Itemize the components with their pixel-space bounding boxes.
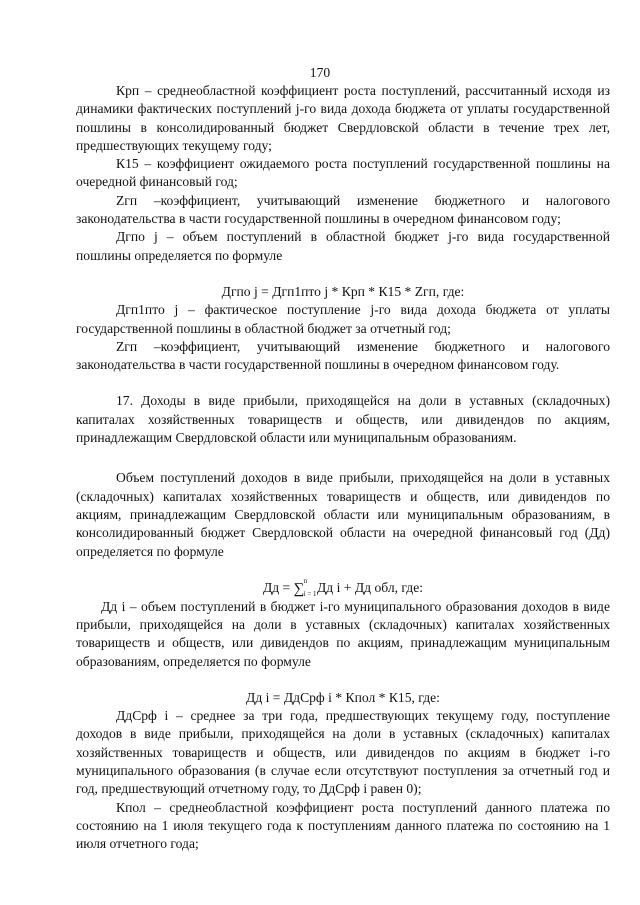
formula-dd — [76, 576, 610, 598]
paragraph-krp-definition: Крп – среднеобластной коэффициент роста поступлений, рассчитанный исходя из динамики фактических поступлений j-го вида дохода бюджета от уплаты государственной пошлины в консолидированный бюджет Свердловской области в течение трех лет, предшествующих текущему году; — [76, 83, 610, 153]
paragraph-zgp-definition: Zгп –коэффициент, учитывающий изменение бюджетного и налогового законодательства в части государственной пошлины в очередном финансовом году; — [76, 192, 610, 227]
sigma-glyph: ∑ — [293, 580, 305, 597]
summation-symbol — [293, 576, 317, 598]
paragraph-ddsrf-definition: ДдСрф i – среднее за три года, предшествующих текущему году, поступление доходов в виде прибыли, приходящейся на доли в уставных (складочных) капиталах хозяйственных товариществ и обществ, или дивидендов по акциям в бюджет i-го муниципального образования (в случае если отсутствуют поступления за отчетный год и год, предшествующий отчетному году, то ДдСрф i равен 0); — [76, 708, 610, 797]
formula-dgpo: Дгпо j = Дгп1пто j * Крп * К15 * Zгп, где: — [221, 283, 465, 299]
sum-upper-limit: n — [303, 576, 308, 585]
formula-dd-left: Дд = — [262, 579, 291, 595]
formula-dd-i: Дд i = ДдСрф i * Кпол * К15, где: — [246, 689, 440, 705]
sum-lower-limit: i = 1 — [303, 589, 317, 598]
formula-dd-right: Дд i + Дд обл, где: — [317, 579, 424, 595]
paragraph-dd-volume: Объем поступлений доходов в виде прибыли, приходящейся на доли в уставных (складочных) капиталах хозяйственных товариществ и обществ, или дивидендов по акциям, принадлежащим Свердловской области или муниципальным образованиям, в консолидированный бюджет Свердловской области на очередной финансовый год (Дд) определяется по формуле — [76, 470, 610, 559]
paragraph-kpol-definition: Кпол – среднеобластной коэффициент роста поступлений данного платежа по состоянию на 1 июля текущего года к поступлениям данного платежа по состоянию на 1 июля отчетного года; — [76, 799, 610, 852]
paragraph-zgp-definition-2: Zгп –коэффициент, учитывающий изменение бюджетного и налогового законодательства в части государственной пошлины в очередном финансовом году. — [76, 338, 610, 373]
document-body — [76, 82, 610, 854]
page-number: 170 — [309, 65, 331, 80]
paragraph-dgp1pto-definition: Дгп1пто j – фактическое поступление j-го вида дохода бюджета от уплаты государственной пошлины в областной бюджет за отчетный год; — [76, 302, 610, 336]
section-17-heading: 17. Доходы в виде прибыли, приходящейся на доли в уставных (складочных) капиталах хозяйственных товариществ и обществ, или дивидендов по акциям, принадлежащим Свердловской области или муниципальным образованиям. — [76, 393, 610, 446]
paragraph-k15-definition: К15 – коэффициент ожидаемого роста поступлений государственной пошлины на очередной финансовый год; — [76, 156, 610, 190]
paragraph-dgpo-definition: Дгпо j – объем поступлений в областной бюджет j-го вида государственной пошлины определяется по формуле — [76, 229, 610, 263]
paragraph-dd-i-definition: Дд i – объем поступлений в бюджет i-го муниципального образования доходов в виде прибыли, приходящейся на доли в уставных (складочных) капиталах хозяйственных товариществ и обществ, или дивидендов по акциям, принадлежащим муниципальным образованиям, определяется по формуле — [76, 598, 610, 669]
